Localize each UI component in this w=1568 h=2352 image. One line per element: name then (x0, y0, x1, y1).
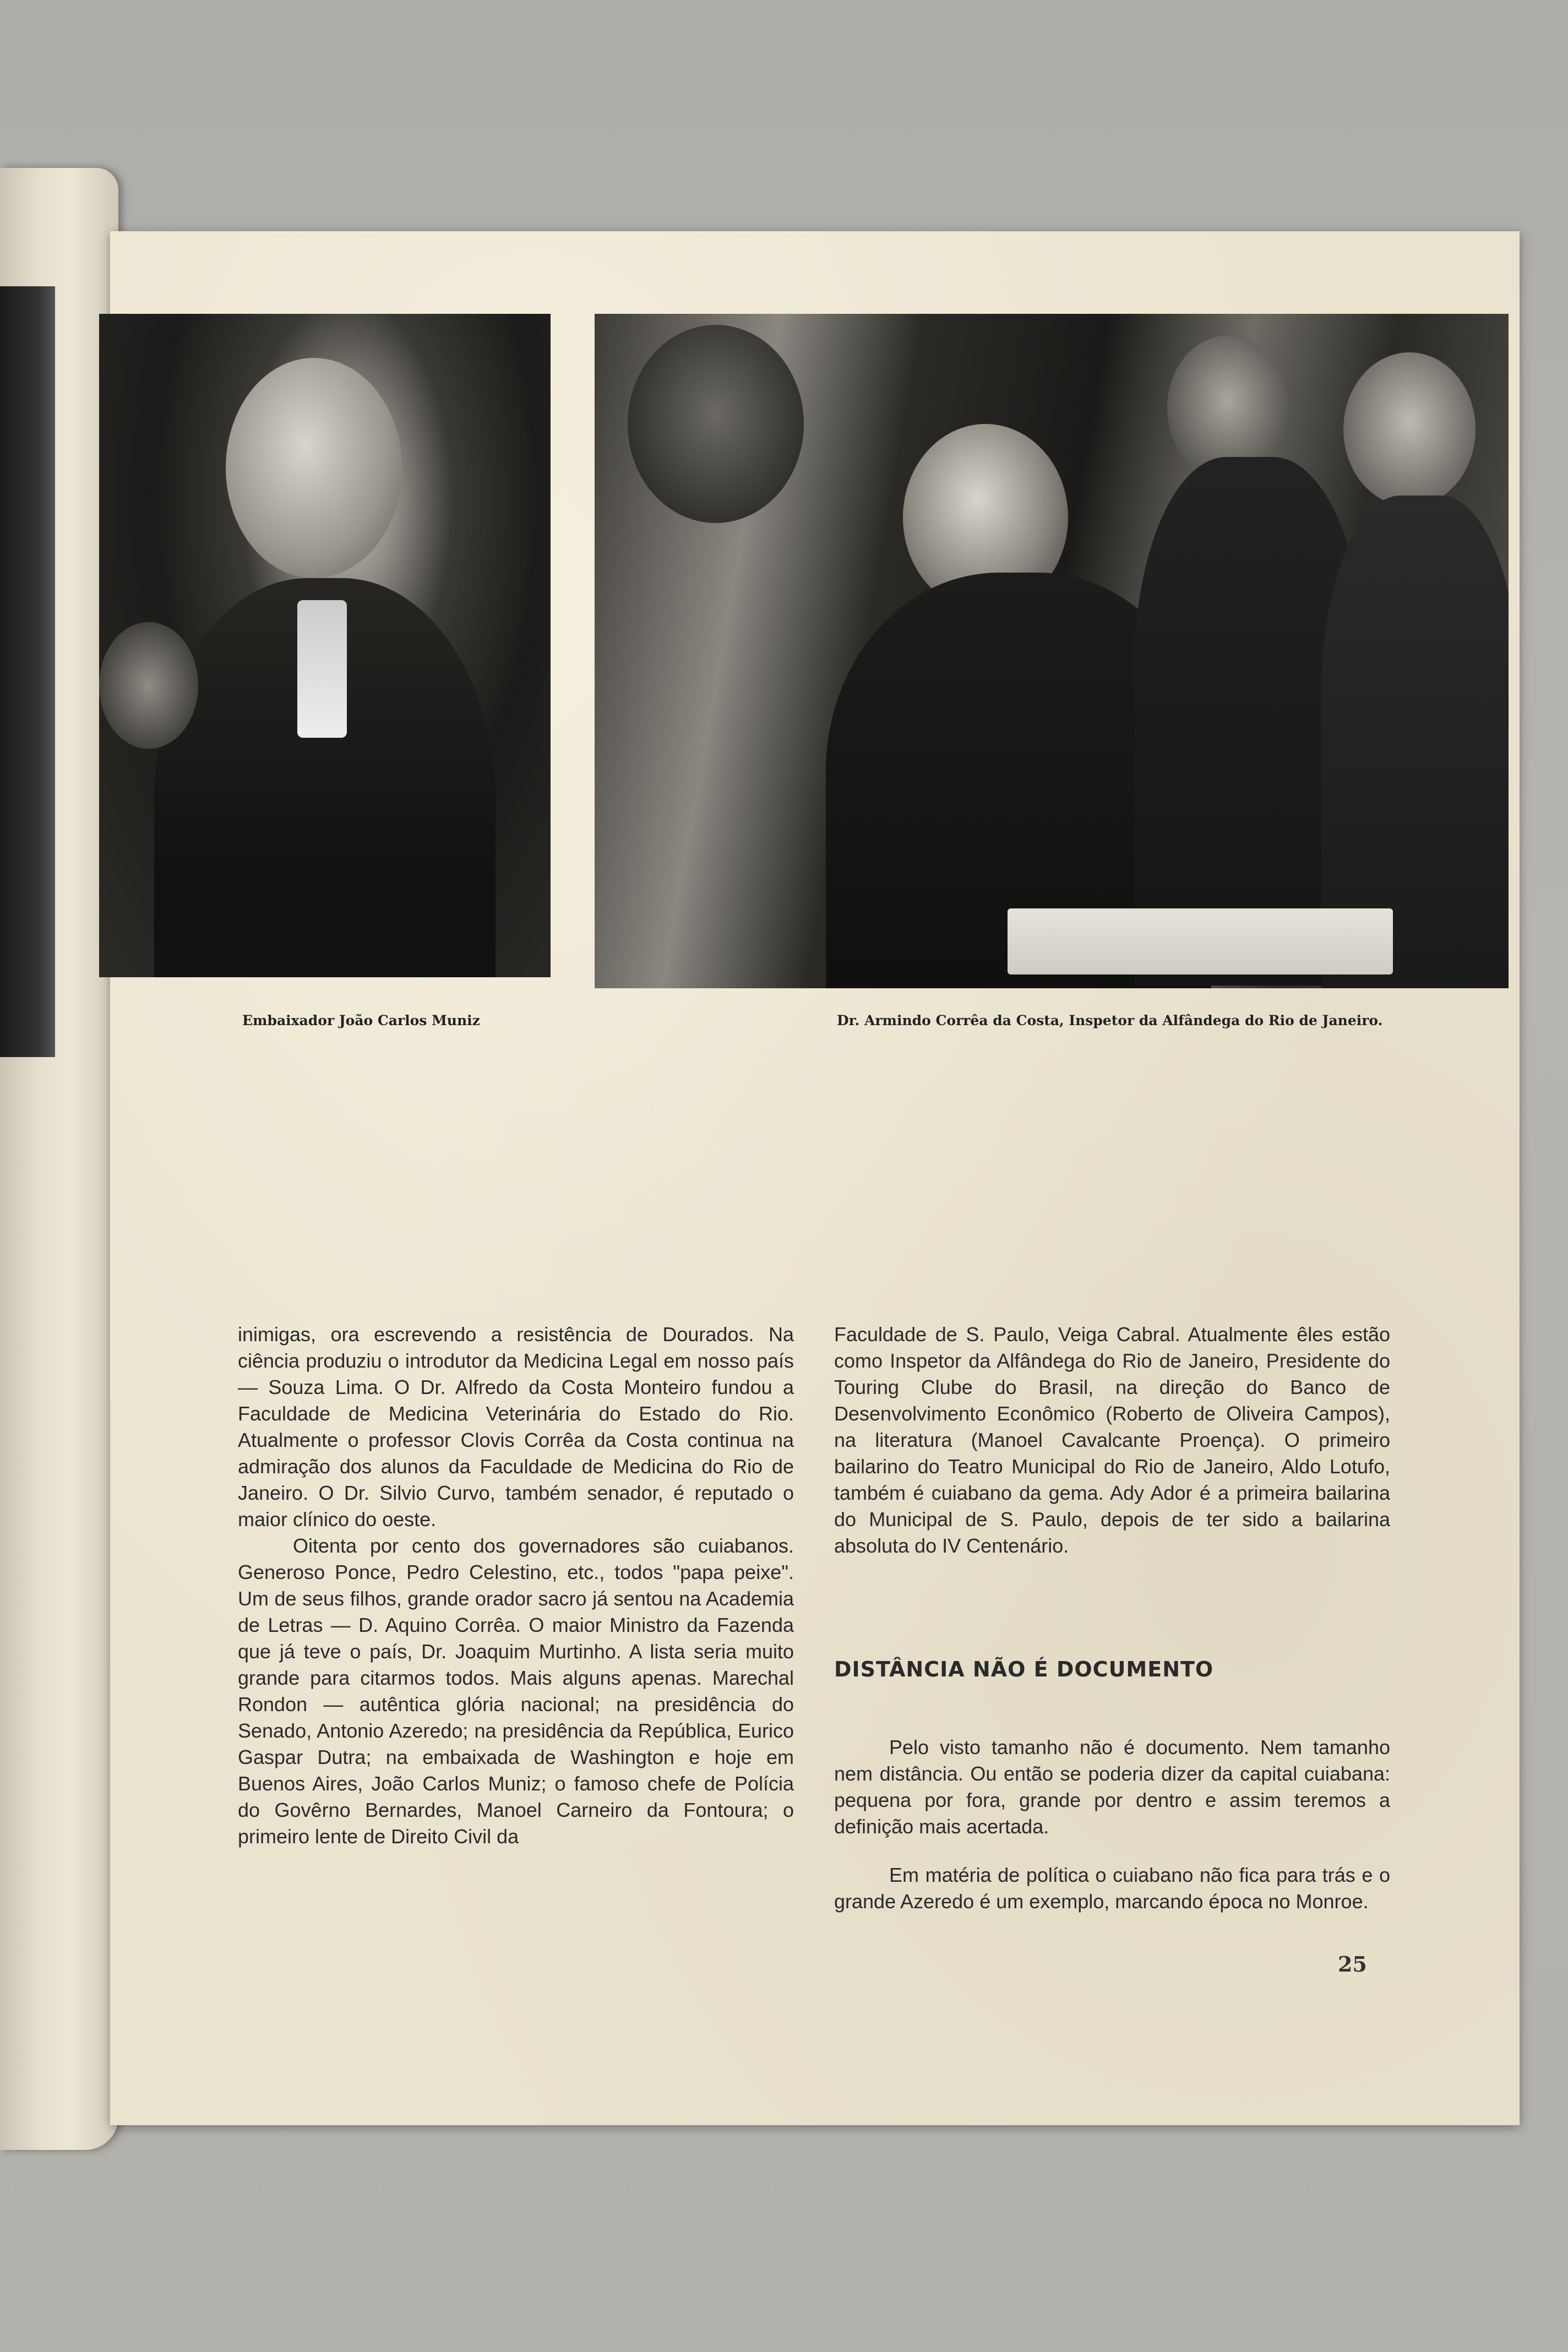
right-paragraph-3: Em matéria de política o cuiabano não fica para trás e o grande Azeredo é um exemplo, marcando época no Monroe. (834, 1864, 1390, 1913)
text-column-right (834, 1321, 1390, 1559)
magazine-page (110, 231, 1520, 2125)
right-paragraph-2: Pelo visto tamanho não é documento. Nem tamanho nem distância. Ou então se poderia dizer da capital cuiabana: pequena por fora, grande por dentro e assim teremos a definição mais acertada. (834, 1736, 1390, 1838)
caption-right: Dr. Armindo Corrêa da Costa, Inspetor da Alfândega do Rio de Janeiro. (837, 1012, 1383, 1028)
page-number: 25 (1338, 1952, 1367, 1977)
caption-left: Embaixador João Carlos Muniz (242, 1012, 480, 1028)
left-paragraph-2: Oitenta por cento dos governadores são cuiabanos. Generoso Ponce, Pedro Celestino, etc., todos "papa peixe". Um de seus filhos, grande orador sacro já sentou na Academia de Letras — D. Aquino Corrêa. O maior Ministro da Fazenda que já teve o país, Dr. Joaquim Murtinho. A lista seria muito grande para citarmos todos. Mais alguns apenas. Marechal Rondon — autêntica glória nacional; na presidência do Senado, Antonio Azeredo; na presidência da República, Eurico Gaspar Dutra; na embaixada de Washington e hoje em Buenos Aires, João Carlos Muniz; o famoso chefe de Polícia do Govêrno Bernardes, Manoel Carneiro da Fontoura; o primeiro lente de Direito Civil da (238, 1534, 794, 1848)
photo-ambassador (99, 314, 551, 977)
photo-signing-ceremony (595, 314, 1509, 988)
section-heading: DISTÂNCIA NÃO É DOCUMENTO (834, 1657, 1214, 1681)
text-column-left (238, 1321, 794, 1850)
left-page-photo-fragment (0, 286, 55, 1057)
right-paragraph-1: Faculdade de S. Paulo, Veiga Cabral. Atualmente êles estão como Inspetor da Alfândega do Rio de Janeiro, Presidente do Touring Clube do Brasil, na direção do Banco de Desenvolvimento Econômico (Roberto de Oliveira Campos), na literatura (Manoel Cavalcante Proença). O primeiro bailarino do Teatro Municipal do Rio de Janeiro, Aldo Lotufo, também é cuiabano da gema. Ady Ador é a primeira bailarina do Municipal de S. Paulo, depois de ter sido a bailarina absoluta do IV Centenário. (834, 1323, 1390, 1557)
left-paragraph-1: inimigas, ora escrevendo a resistência de Dourados. Na ciência produziu o introdutor da Medicina Legal em nosso país — Souza Lima. O Dr. Alfredo da Costa Monteiro fundou a Faculdade de Medicina Veterinária do Estado do Rio. Atualmente o professor Clovis Corrêa da Costa continua na admiração dos alunos da Faculdade de Medicina do Rio de Janeiro. O Dr. Silvio Curvo, também senador, é reputado o maior clínico do oeste. (238, 1323, 794, 1531)
text-column-right-lower (834, 1734, 1390, 1915)
